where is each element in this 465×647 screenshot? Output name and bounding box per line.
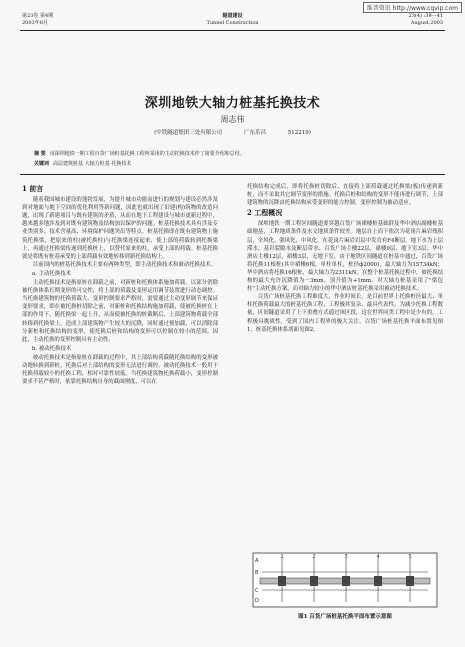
pile-marker	[310, 576, 318, 586]
affiliation-zip: 512219)	[287, 130, 311, 136]
watermark: 维普资讯 http://www.cqvip.com	[363, 2, 462, 13]
left-column	[22, 183, 218, 386]
figure-1-plan-layout	[252, 552, 438, 608]
paragraph: 主动托换技术是指原桩在卸载之前，对新桩和托换体系施加荷载，以部分消除被托换体系长期变形的可交性，将上部的荷载及变形运用调节装置进行动态调控。当托换建筑物的托换荷载大、变形控制要求严格时，需要通过主动变形调节来保证变形要求，即在被托换桩切除之前，对新桩和托换结构施加荷载，使被托换桩在上部的作用下，随托换梁一起上升，从而使被托换的桩截断后，上部建筑物荷载全部转移到托换梁上，造成上部建筑物产生较大的沉降，同时通过预加载，可以消除部分新桩和托换结构的变形，使托换后桩和结构的变形可以控制在较小的范围。因此，主动托换的变形控制具有主动性。	[22, 280, 218, 343]
abstract-label: 摘 要	[34, 151, 46, 157]
abstract	[34, 150, 434, 158]
keywords	[34, 160, 434, 168]
header-right	[409, 13, 443, 27]
article-author: 周志伟	[220, 115, 245, 124]
pile-marker	[342, 576, 350, 586]
right-column	[247, 183, 443, 334]
section-1-title: 1 前言	[22, 184, 44, 193]
issue-date-en: August,2003	[410, 20, 443, 26]
figure-col-label: 2	[312, 554, 316, 560]
pile-marker	[406, 576, 414, 586]
pile-marker	[374, 576, 382, 586]
keywords-label: 关键词	[34, 161, 50, 167]
affiliation-org: (中铁隧道集团三处有限公司	[154, 130, 223, 136]
article-title: 深圳地铁大轴力桩基托换技术	[144, 96, 321, 111]
paragraph: 被动托换技术是指原桩在卸载的过程中，其上部结构荷载随托换结构的变形被动地转换到新桩，托换后对上部结构的变形无法进行调控。被动托换技术一般用于托换荷载较小的托换工程，相对可靠性较低。当托换建筑物托换荷载小，变形控制要求不甚严格时，依靠托换结构自身的截面刚度，可以在	[22, 354, 218, 386]
figure-col-label: 4	[376, 554, 380, 560]
abstract-text: 该深圳地铁一期工程百货广场桩基托换工程所采用的主动托换技术作了简要介绍和总结。	[49, 151, 245, 157]
header-center	[0, 13, 465, 27]
keywords-text: 高层建筑桩基 大轴力桩基 托换技术	[53, 161, 132, 167]
issue-date: 2003年8月	[22, 20, 48, 26]
volume-issue: 第23卷 第4期	[22, 13, 54, 19]
figure-row-label: C	[255, 588, 259, 594]
figure-row-label: D	[255, 598, 259, 604]
subheading-active: a. 主动托换技术	[32, 270, 71, 277]
figure-row-label: A	[255, 558, 259, 564]
figure-col-label: 5	[408, 554, 412, 560]
affiliation-city: 广东乐昌	[243, 130, 266, 136]
abstract-rule	[20, 174, 445, 175]
paragraph: 托换结构完成后，即将托换桩切除后，直接将上部荷载通过托换梁(板)传递到新桩，而不采取其它调节变形的措施。托换后桩和结构的变形不能再进行调节，上部建筑物的沉降由托换结构承受变形的能力控制，变形控制为被动适应。	[247, 184, 443, 207]
figure-row-label: B	[255, 570, 259, 576]
section-2-title: 2 工程概况	[247, 208, 283, 218]
author-affiliation	[0, 128, 465, 136]
pile-marker	[278, 576, 286, 586]
paragraph: 目前国内的桩基托换技术主要有两种类型，即主动托换技术和被动托换技术。	[32, 261, 217, 268]
paragraph: 深圳地铁一期工程区间隧道要穿越百货广场裙楼桩基础群及华中酒店副楼桩基础地基，工程地质条件及水文地质条件较差。地层自上而下依次为花岗片麻岩残积层，全风化、强风化、中风化。在花岗片麻岩岩层中发育有F4断层。地下水为上层滞水，基岩裂隙水及断层带水。百货广场主楼22层，裙楼9层，地下室3层；华中酒店主楼12层，裙楼3层，无地下室。由于地铁区间隧道在桩基中通过，百货广场将托换11根桩(其中裙楼6根，单柱单柱，桩径ф2000)，最大轴力为15734kN；华中酒店将托换16根桩，最大轴力为2311kN。在整个桩基托换过程中，被托换结构的最大允许沉降值为－3mm，顶升值为+1mm。对大轴力桩基采用了"梁包柱"主动托换方案，而对轴力较小的华中酒店桩基托换采用被动托换技术。	[247, 221, 443, 293]
page-range: 23(4) :39－41	[408, 13, 443, 19]
figure-1-caption: 图1 百货广场桩基托换平面布置示意图	[298, 614, 392, 620]
journal-name-en: Tunnel Construction	[206, 20, 259, 26]
subheading-passive: b. 被动托换技术	[32, 345, 72, 352]
journal-name: 隧道建设	[222, 13, 243, 19]
paragraph: 随着我国城市建设的蓬勃发展，为提升城市功能而进行的规划与建设必然涉及到对地面与地下空间的优化利用等新问题，因此也就出现了旧建(构)筑物的改造问题，出现了新建项目与既有建筑的矛盾，从而在地下工程建设与城市更新过程中，越来越多地涉及到对既有建筑物及结构加以保护的问题。桩基托换技术具有涉及专业类别多、技术含量高、环境保护问题突出等特点。桩基托换即在既有建筑物上施筑托换梁，把原来的柱(被托换柱)与托换梁连接起来，使上部的荷载转到托换梁上，再通过托换梁传递到托换桩上，以替代原来的柱，承受上部的荷载。桩基托换就是将既有桩基承受的上部荷载有效地转移到新托换结构上。	[22, 197, 218, 260]
paragraph: 百货广场桩基托换工程难度大，作业时间长，是目前世界上托换桩径最大、单柱托换荷载最大的桩基托换工程，工程极其复杂，最具代表性。为减少托换工程数量，区间隧道采用了上下重叠方式通过该区段，这在世界同类工程中是少有的，工程极具挑战性，受到了国内工程界的极大关注。百货广场桩基托换平面布置见图1，桩基托换体系剖面见图2。	[247, 294, 443, 333]
figure-col-label: 3	[344, 554, 348, 560]
header-rule	[20, 30, 445, 31]
figure-col-label: 1	[280, 554, 284, 560]
